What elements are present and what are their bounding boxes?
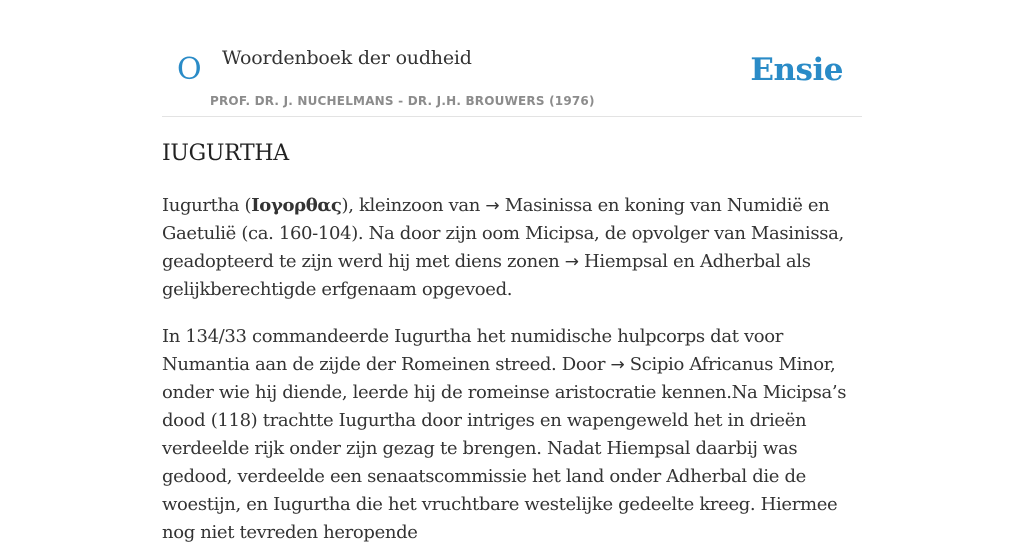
paragraph-text: ), kleinzoon van bbox=[341, 195, 486, 216]
entry-content bbox=[162, 138, 862, 547]
paragraph-text: In 134/33 commandeerde Iugurtha het numidische hulpcorps dat voor Numantia aan de zijde der Romeinen streed. Door bbox=[162, 326, 784, 375]
paragraph-text: Masinissa en koning van Numidië en Gaetulië (ca. 160-104). Na door zijn oom Micipsa, de opvolger van Masinissa, geadopteerd te zijn werd hij met diens zonen bbox=[162, 195, 844, 272]
index-letter[interactable]: O bbox=[177, 52, 202, 87]
paragraph-text: Hiempsal en Adherbal als gelijkberechtigde erfgenaam opgevoed. bbox=[162, 251, 811, 300]
entry-paragraph-2 bbox=[162, 323, 862, 547]
brand-logo[interactable]: Ensie bbox=[750, 52, 843, 88]
cross-reference-arrow-icon[interactable]: → bbox=[485, 196, 500, 216]
paragraph-text: Scipio Africanus Minor, onder wie hij diende, leerde hij de romeinse aristocratie kennen.Na Micipsa’s dood (118) trachtte Iugurtha door intriges en wapengeweld het in drieën verdeelde rijk onder zijn gezag te brengen. Nadat Hiempsal daarbij was gedood, verdeelde een senaatscommissie het land onder Adherbal die de woestijn, en Iugurtha die het vruchtbare westelijke gedeelte kreeg. Hiermee nog niet tevreden heropende bbox=[162, 354, 847, 543]
entry-title: IUGURTHA bbox=[162, 141, 289, 166]
entry-paragraph-1 bbox=[162, 192, 862, 304]
cross-reference-arrow-icon[interactable]: → bbox=[564, 252, 579, 272]
greek-name: Ιογορθας bbox=[251, 195, 342, 216]
cross-reference-arrow-icon[interactable]: → bbox=[610, 355, 625, 375]
paragraph-text: Iugurtha ( bbox=[162, 195, 252, 216]
book-authors: PROF. DR. J. NUCHELMANS - DR. J.H. BROUWERS (1976) bbox=[210, 94, 595, 108]
page-header bbox=[162, 0, 862, 117]
book-title[interactable]: Woordenboek der oudheid bbox=[222, 47, 472, 69]
